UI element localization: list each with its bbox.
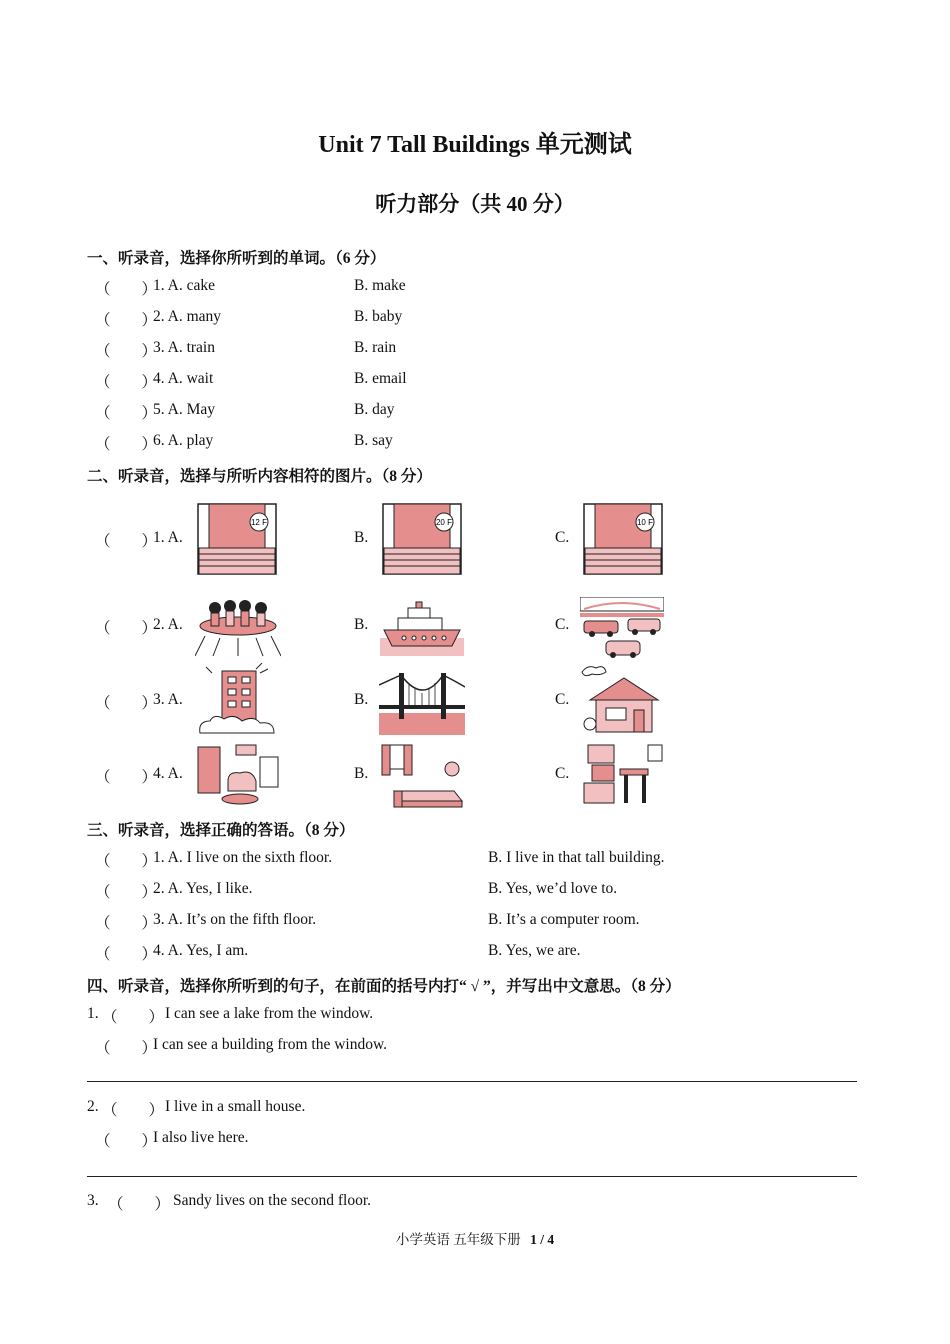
section3-heading: 三、听录音，选择正确的答语。（8 分） (87, 822, 355, 839)
answer-bracket[interactable]: （ ） (95, 343, 158, 360)
option-b: B. day (354, 401, 395, 418)
option-b: B. say (354, 432, 393, 449)
option-b: B. It’s a computer room. (488, 911, 640, 928)
option-a-label: 3. A. (153, 691, 183, 708)
answer-bracket[interactable]: （ ） (95, 533, 158, 550)
floor-sign-text: 12 F (250, 518, 268, 527)
living-room-picture (194, 741, 282, 807)
option-c-label: C. (555, 765, 570, 782)
option-a-label: 4. A. (153, 765, 183, 782)
check-bracket[interactable]: （ ） (102, 1009, 165, 1026)
sentence-option: I can see a lake from the window. (165, 1005, 374, 1022)
stairs-20f-picture (380, 502, 464, 576)
page-title: Unit 7 Tall Buildings 单元测试 (318, 132, 632, 158)
check-bracket[interactable]: （ ） (102, 1102, 165, 1119)
option-b-label: B. (354, 691, 369, 708)
option-b: B. Yes, we are. (488, 942, 581, 959)
option-a: 6. A. play (153, 432, 214, 449)
small-house-picture (580, 664, 664, 736)
check-bracket[interactable]: （ ） (108, 1196, 171, 1213)
answer-bracket[interactable]: （ ） (95, 620, 158, 637)
bedroom-picture (378, 741, 464, 809)
stairs-10f-picture (581, 502, 665, 576)
option-a: 5. A. May (153, 401, 215, 418)
option-c-label: C. (555, 616, 570, 633)
answer-bracket[interactable]: （ ） (95, 769, 158, 786)
sentence-option: Sandy lives on the second floor. (173, 1192, 372, 1209)
section4-heading: 四、听录音，选择你所听到的句子，在前面的括号内打“ √ ”，并写出中文意思。（8 分） (87, 978, 681, 995)
ship-picture (380, 600, 464, 656)
check-bracket[interactable]: （ ） (95, 1040, 158, 1057)
option-a: 1. A. cake (153, 277, 215, 294)
option-c-label: C. (555, 691, 570, 708)
option-a: 3. A. train (153, 339, 215, 356)
cars-traffic-picture (580, 597, 664, 659)
answer-line[interactable] (87, 1081, 857, 1082)
option-a: 2. A. Yes, I like. (153, 880, 253, 897)
answer-bracket[interactable]: （ ） (95, 312, 158, 329)
sentence-option: I can see a building from the window. (153, 1036, 388, 1053)
answer-bracket[interactable]: （ ） (95, 915, 158, 932)
option-b-label: B. (354, 765, 369, 782)
floor-sign-text: 10 F (636, 518, 654, 527)
answer-bracket[interactable]: （ ） (95, 946, 158, 963)
page-footer (0, 1228, 950, 1248)
section2-heading: 二、听录音，选择与所听内容相符的图片。（8 分） (87, 468, 432, 485)
sentence-option: I live in a small house. (165, 1098, 306, 1115)
question-number: 1. (87, 1005, 99, 1022)
option-b: B. baby (354, 308, 403, 325)
option-b: B. make (354, 277, 406, 294)
check-bracket[interactable]: （ ） (95, 1133, 158, 1150)
bridge-picture (379, 665, 465, 735)
question-number: 2. (87, 1098, 99, 1115)
floor-sign-text: 20 F (435, 518, 453, 527)
option-b: B. email (354, 370, 407, 387)
page-number: 1 / 4 (530, 1232, 555, 1247)
option-a: 4. A. wait (153, 370, 214, 387)
answer-bracket[interactable]: （ ） (95, 436, 158, 453)
option-a: 1. A. I live on the sixth floor. (153, 849, 333, 866)
page-subtitle: 听力部分（共 40 分） (375, 192, 575, 216)
answer-bracket[interactable]: （ ） (95, 374, 158, 391)
option-b: B. I live in that tall building. (488, 849, 665, 866)
option-a-label: 2. A. (153, 616, 183, 633)
sentence-option: I also live here. (153, 1129, 249, 1146)
option-c-label: C. (555, 529, 570, 546)
answer-bracket[interactable]: （ ） (95, 695, 158, 712)
option-a: 4. A. Yes, I am. (153, 942, 249, 959)
question-number: 3. (87, 1192, 99, 1209)
answer-bracket[interactable]: （ ） (95, 884, 158, 901)
stairs-12f-picture (195, 502, 279, 576)
answer-bracket[interactable]: （ ） (95, 281, 158, 298)
children-on-roof-picture (195, 598, 281, 658)
footer-text: 小学英语 五年级下册 (395, 1232, 521, 1247)
answer-line[interactable] (87, 1176, 857, 1177)
option-b-label: B. (354, 616, 369, 633)
option-a: 3. A. It’s on the fifth floor. (153, 911, 317, 928)
option-a: 2. A. many (153, 308, 222, 325)
option-b: B. rain (354, 339, 397, 356)
section1-heading: 一、听录音，选择你所听到的单词。（6 分） (87, 250, 386, 267)
answer-bracket[interactable]: （ ） (95, 853, 158, 870)
option-a-label: 1. A. (153, 529, 183, 546)
option-b-label: B. (354, 529, 369, 546)
tall-building-picture (194, 663, 282, 735)
study-room-picture (582, 741, 664, 807)
option-b: B. Yes, we’d love to. (488, 880, 618, 897)
answer-bracket[interactable]: （ ） (95, 405, 158, 422)
